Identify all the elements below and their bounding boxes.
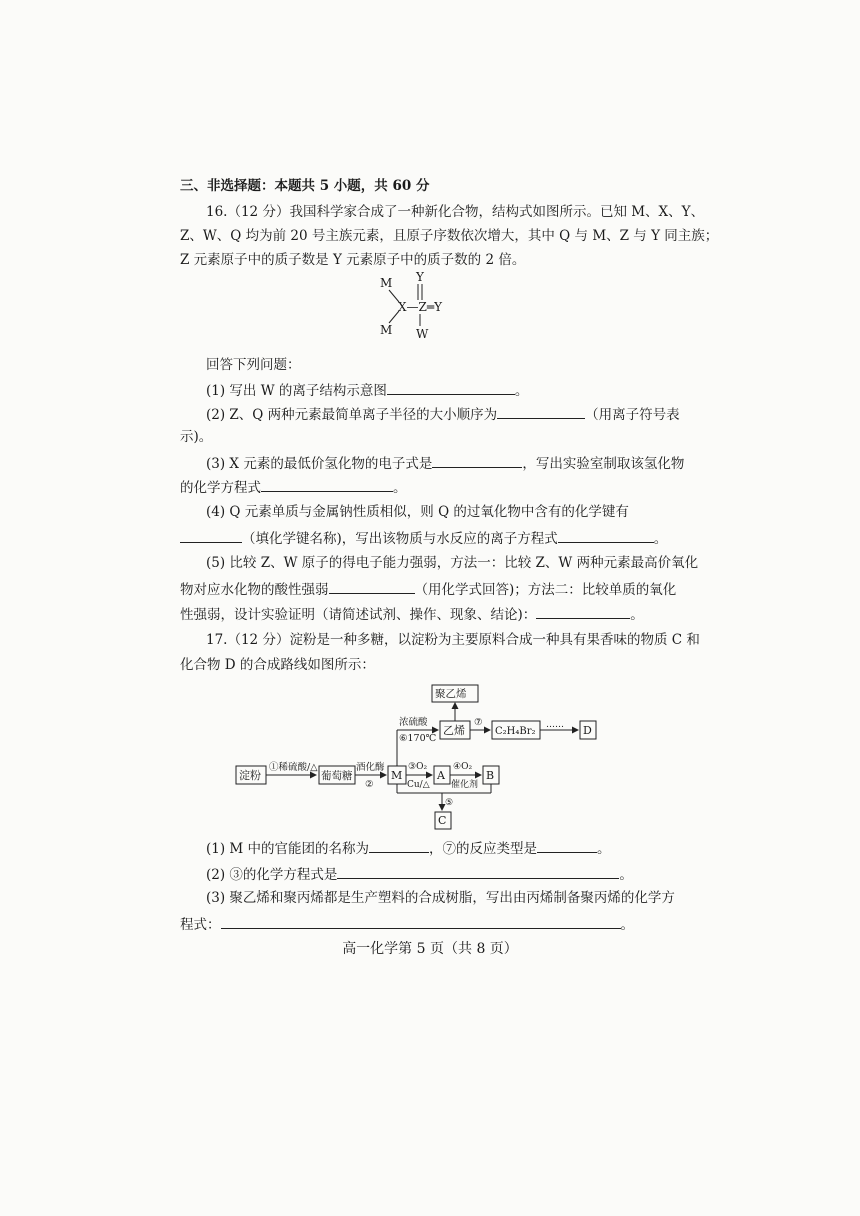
step-1-label: ①稀硫酸/△ bbox=[269, 762, 318, 773]
q16-p1-end: 。 bbox=[514, 383, 529, 399]
q16-p2-text: (2) Z、Q 两种元素最简单离子半径的大小顺序为 bbox=[206, 407, 498, 423]
q16-intro-line-1: 16.（12 分）我国科学家合成了一种新化合物，结构式如图所示。已知 M、X、Y、 bbox=[206, 204, 705, 220]
d-label: D bbox=[583, 724, 592, 737]
q16-p2-text-2: （用离子符号表 bbox=[585, 407, 680, 423]
answer-blank[interactable] bbox=[329, 579, 415, 594]
answer-blank[interactable] bbox=[337, 864, 619, 879]
q17-part-3-cont bbox=[180, 914, 634, 934]
q17-p1-text-2: ，⑦的反应类型是 bbox=[429, 841, 538, 857]
q16-part-5-cont bbox=[180, 579, 676, 599]
answer-blank[interactable] bbox=[261, 477, 393, 492]
q17-intro-line-2: 化合物 D 的合成路线如图所示： bbox=[180, 657, 375, 673]
q16-p4-text-2: （填化学键名称)，写出该物质与水反应的离子方程式 bbox=[242, 531, 558, 547]
step-4-label-bottom: 催化剂 bbox=[451, 780, 479, 790]
structure-w-bottom: W bbox=[416, 327, 429, 341]
q16-part-5: (5) 比较 Z、W 原子的得电子能力强弱，方法一：比较 Z、W 两种元素最高价氧化 bbox=[206, 555, 699, 571]
answer-blank[interactable] bbox=[432, 453, 522, 468]
q16-p3-text-2: ，写出实验室制取该氢化物 bbox=[522, 456, 685, 472]
q16-structure-diagram bbox=[370, 270, 470, 342]
q16-part-4: (4) Q 元素单质与金属钠性质相似，则 Q 的过氧化物中含有的化学键有 bbox=[206, 504, 629, 520]
q16-p3-text: (3) X 元素的最低价氢化物的电子式是 bbox=[206, 456, 433, 472]
q17-synthesis-flowchart bbox=[232, 682, 612, 830]
c2h4br2-label: C₂H₄Br₂ bbox=[495, 726, 536, 737]
q16-prompt: 回答下列问题： bbox=[206, 357, 301, 373]
answer-blank[interactable] bbox=[180, 528, 242, 543]
c-label: C bbox=[438, 814, 447, 827]
answer-blank[interactable] bbox=[387, 380, 515, 395]
q16-part-2-cont: 示)。 bbox=[180, 429, 213, 445]
q17-p2-text: (2) ③的化学方程式是 bbox=[206, 867, 338, 883]
q16-part-1 bbox=[206, 380, 528, 400]
answer-blank[interactable] bbox=[558, 528, 654, 543]
q16-part-5-cont-2 bbox=[180, 604, 644, 624]
q17-p2-end: 。 bbox=[619, 867, 633, 883]
starch-label: 淀粉 bbox=[239, 769, 261, 782]
q17-part-2 bbox=[206, 864, 633, 884]
q17-p3-text-2: 程式： bbox=[180, 917, 221, 933]
m-label: M bbox=[391, 769, 403, 782]
step-2-label-num: ② bbox=[365, 779, 374, 790]
step-6-label: ⑥170℃ bbox=[399, 733, 437, 744]
q16-part-2 bbox=[206, 404, 680, 424]
step-3-label-bottom: Cu/△ bbox=[407, 780, 430, 790]
q16-p5-text-2: 物对应水化物的酸性强弱 bbox=[180, 582, 329, 598]
q17-p1-end: 。 bbox=[597, 841, 611, 857]
q16-p5-text-4: 性强弱，设计实验证明（请简述试剂、操作、现象、结论)： bbox=[180, 607, 537, 623]
polyethene-label: 聚乙烯 bbox=[435, 688, 467, 700]
page-footer: 高一化学第 5 页（共 8 页） bbox=[342, 941, 518, 957]
step-2-label-top: 酒化酶 bbox=[356, 762, 385, 773]
dots-label: …… bbox=[546, 720, 564, 730]
q16-p5-text-3: （用化学式回答)；方法二：比较单质的氧化 bbox=[414, 582, 677, 598]
glucose-label: 葡萄糖 bbox=[321, 770, 353, 782]
step-5-label: ⑤ bbox=[445, 798, 454, 808]
q17-part-1 bbox=[206, 838, 611, 858]
ethene-label: 乙烯 bbox=[443, 724, 465, 737]
structure-m-top: M bbox=[380, 276, 393, 290]
q17-intro-line-1: 17.（12 分）淀粉是一种多糖，以淀粉为主要原料合成一种具有果香味的物质 C 和 bbox=[206, 632, 700, 648]
q16-part-3-cont bbox=[180, 477, 407, 497]
q16-p3-end: 。 bbox=[393, 480, 407, 496]
section-heading: 三、非选择题：本题共 5 小题，共 60 分 bbox=[180, 178, 430, 194]
q16-part-4-cont bbox=[180, 528, 667, 548]
step-7-label: ⑦ bbox=[474, 717, 483, 728]
a-label: A bbox=[437, 769, 445, 782]
q16-p1-text: (1) 写出 W 的离子结构示意图 bbox=[206, 383, 387, 399]
step-4-label-top: ④O₂ bbox=[453, 762, 473, 772]
q16-intro-line-3: Z 元素原子中的质子数是 Y 元素原子中的质子数的 2 倍。 bbox=[180, 252, 526, 268]
q16-p4-end: 。 bbox=[653, 531, 668, 547]
conc-acid-label: 浓硫酸 bbox=[399, 717, 428, 728]
answer-blank[interactable] bbox=[537, 838, 597, 853]
answer-blank[interactable] bbox=[221, 914, 621, 929]
q16-part-3 bbox=[206, 453, 684, 473]
q16-intro-line-2: Z、W、Q 均为前 20 号主族元素，且原子序数依次增大，其中 Q 与 M、Z 与 Y 同主族； bbox=[180, 228, 719, 244]
q16-p5-end: 。 bbox=[630, 607, 644, 623]
b-label: B bbox=[486, 769, 495, 782]
structure-m-bottom: M bbox=[380, 323, 393, 337]
q16-p3-text-3: 的化学方程式 bbox=[180, 480, 261, 496]
q17-p3-end: 。 bbox=[620, 917, 634, 933]
structure-center-chain: X—Z═Y bbox=[398, 300, 443, 314]
answer-blank[interactable] bbox=[536, 604, 630, 619]
step-3-label-top: ③O₂ bbox=[408, 762, 428, 772]
answer-blank[interactable] bbox=[369, 838, 429, 853]
q17-part-3: (3) 聚乙烯和聚丙烯都是生产塑料的合成树脂，写出由丙烯制备聚丙烯的化学方 bbox=[206, 890, 675, 906]
structure-y-top: Y bbox=[416, 270, 424, 284]
answer-blank[interactable] bbox=[497, 404, 585, 419]
q17-p1-text: (1) M 中的官能团的名称为 bbox=[206, 841, 370, 857]
